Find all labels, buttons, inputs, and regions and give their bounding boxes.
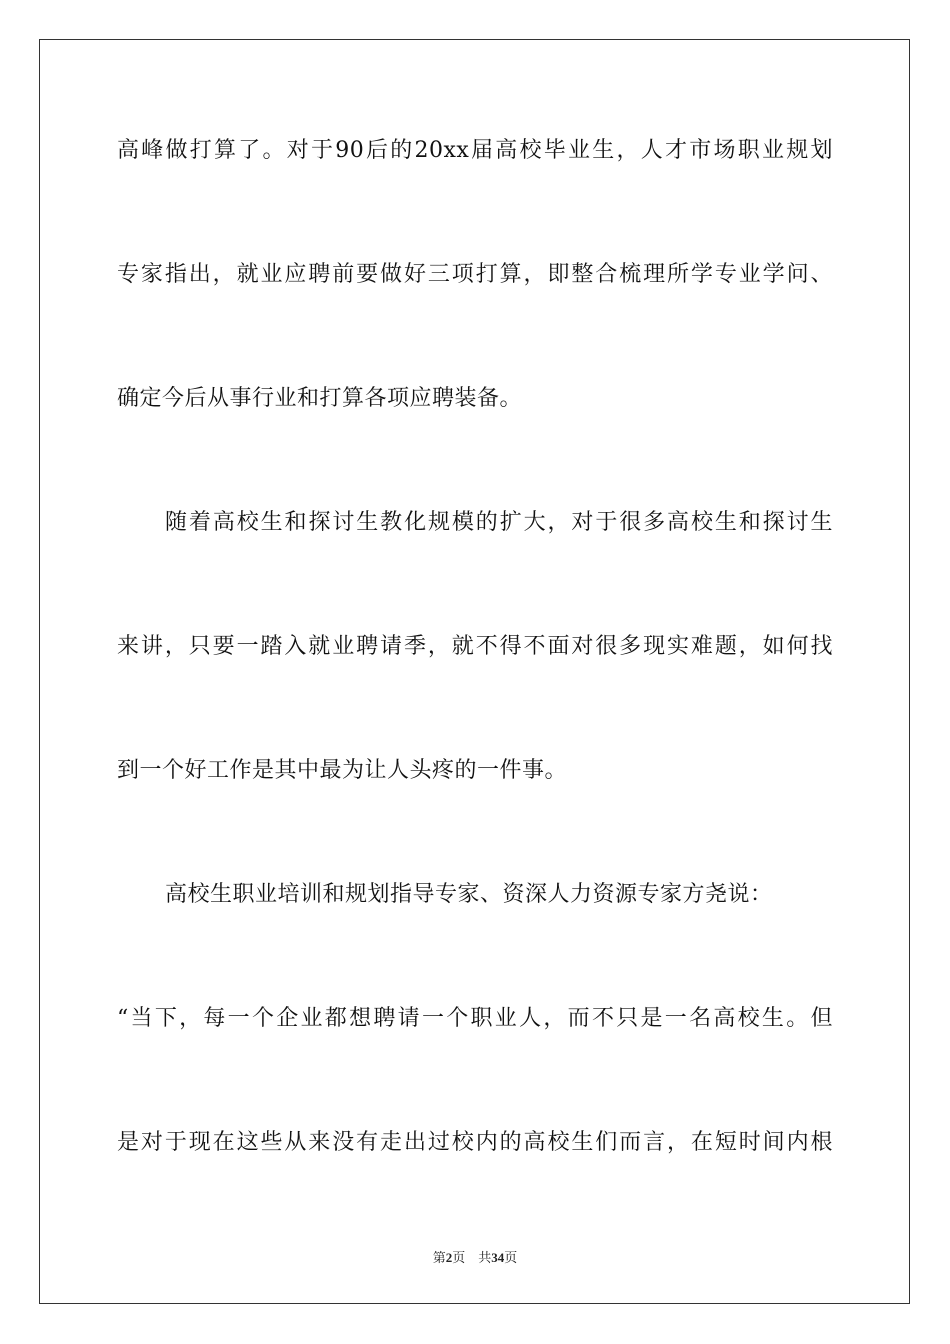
text-line: 是对于现在这些从来没有走出过校内的高校生们而言，在短时间内根: [117, 1130, 833, 1155]
text-line: 确定今后从事行业和打算各项应聘装备。: [117, 386, 523, 411]
text-line: 到一个好工作是其中最为让人头疼的一件事。: [117, 758, 568, 783]
current-page-number: 2: [445, 1250, 453, 1265]
total-page-count: 34: [491, 1250, 505, 1265]
total-prefix: 共: [478, 1250, 492, 1265]
paragraph-first-line: 随着高校生和探讨生教化规模的扩大，对于很多高校生和探讨生: [165, 510, 833, 535]
paragraph-first-line: 高校生职业培训和规划指导专家、资深人力资源专家方尧说：: [165, 882, 773, 907]
page-border: [39, 39, 910, 1304]
text-line: “当下，每一个企业都想聘请一个职业人，而不只是一名高校生。但: [117, 1006, 833, 1031]
page-number-footer: [0, 1247, 950, 1266]
text-line: 专家指出，就业应聘前要做好三项打算，即整合梳理所学专业学问、: [117, 262, 833, 287]
text-line: 高峰做打算了。对于90后的20xx届高校毕业生，人才市场职业规划: [117, 138, 833, 163]
page-suffix: 页: [452, 1250, 466, 1265]
total-suffix: 页: [504, 1250, 518, 1265]
text-line: 来讲，只要一踏入就业聘请季，就不得不面对很多现实难题，如何找: [117, 634, 833, 659]
page-prefix: 第: [432, 1250, 446, 1265]
